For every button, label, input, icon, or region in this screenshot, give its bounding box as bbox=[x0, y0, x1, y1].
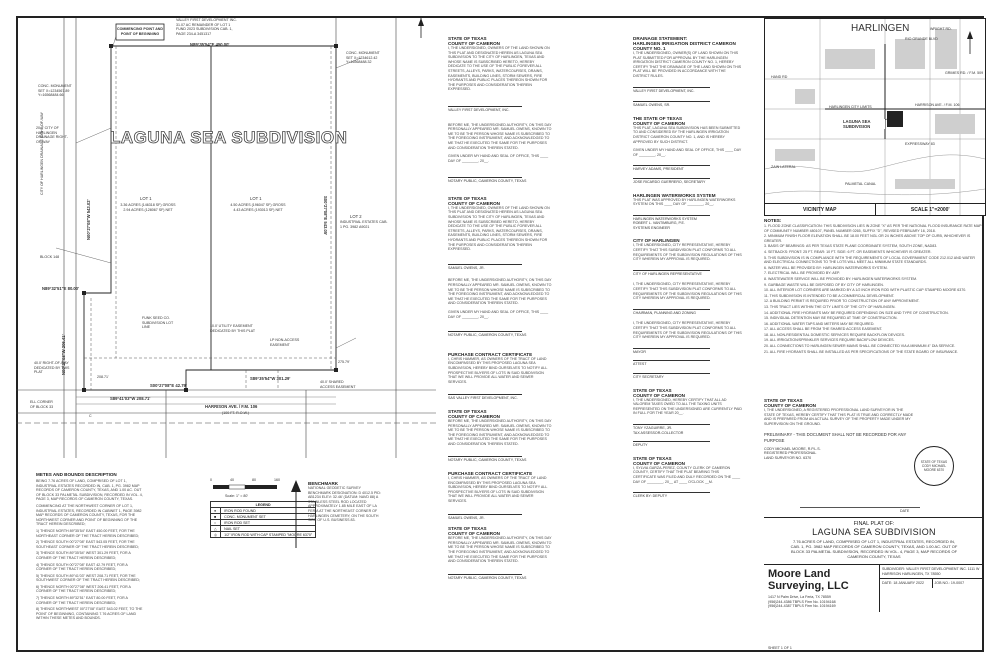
notary-body: BEFORE ME, THE UNDERSIGNED AUTHORITY, ON THIS DAY PERSONALLY APPEARED MR. SAMUEL OWENS, KNOWN TO ME TO BE THE PERSON WHOSE NAME IS SUBSCRIBED TO THE FOREGOING INSTRUMENT, AND ACKNOWLEDGED TO ME THAT HE EXECUTED THE SAME FOR THE PURPOSES AND CONSIDERATION THEREIN STATED. bbox=[448, 122, 552, 150]
bearing-west: N00°27'08"W 543.02' bbox=[86, 199, 91, 240]
access-easement-label: 40.0' SHARED ACCESS EASEMENT bbox=[320, 380, 356, 389]
city-drainage-label: CITY OF HARLINGEN DRAINAGE RIGHT-OF-WAY bbox=[40, 112, 44, 195]
note-item: 18. ALL NON-RESIDENTIAL DOMESTIC SERVICES REQUIRE BACKFLOW DEVICES. bbox=[764, 332, 906, 337]
monument-ne bbox=[334, 44, 338, 48]
job-info bbox=[879, 565, 984, 612]
scale-tick: 40 bbox=[230, 478, 234, 482]
surveyor-seal-icon bbox=[914, 446, 954, 486]
metes-bounds-section bbox=[36, 472, 144, 647]
commencement-label: COMMENCING POINT AND POINT OF BEGINNING bbox=[117, 27, 163, 36]
note-item: 15. INDIVIDUAL DETENTION MAY BE REQUIRED AT TIME OF CONSTRUCTION. bbox=[764, 316, 898, 321]
bearing-south-inner: S00°27'08"E 42.79' bbox=[150, 383, 187, 388]
surveyor-name: CODY MICHAEL MOORE, R.P.L.S. REGISTERED PROFESSIONAL LAND SURVEYOR NO. 6370 bbox=[764, 446, 821, 460]
vicinity-street: HARRISON AVE. / F.M. 106 bbox=[915, 103, 960, 107]
plat-drawing bbox=[16, 18, 436, 468]
monument-label-nw: CONC. MONUMENT SET X=1234567.89 Y=16568484.66 bbox=[38, 84, 72, 98]
street-name: HARRISON AVE. / F.M. 106 bbox=[205, 404, 258, 409]
vicinity-street: WRIGHT RD. bbox=[930, 27, 952, 31]
bearing-north: N89°35'54"E 450.00' bbox=[190, 42, 230, 47]
firm-name-1: Moore Land bbox=[768, 568, 831, 580]
top-owner-label: VALLEY FIRST DEVELOPMENT INC. 31.07 AC REMAINDER OF LOT 1 FUND 2023 SUBDIVISION CAB. 1, PAGE 234-A 3451317 bbox=[176, 18, 237, 36]
notes-title: NOTES: bbox=[764, 218, 782, 223]
monument-label-ne: CONC. MONUMENT SET X=1234612.42 Y=16568488.32 bbox=[346, 51, 380, 65]
monument-icon: ■ bbox=[211, 514, 221, 520]
irrigation-title: THE STATE OF TEXAS COUNTY OF CAMERON bbox=[633, 115, 685, 126]
vicinity-street: EXPRESSWAY 83 bbox=[905, 142, 935, 146]
lp-easement-label: LP NON-ACCESS EASEMENT bbox=[270, 338, 300, 347]
title-block bbox=[764, 517, 984, 653]
city-body: I, THE UNDERSIGNED, CITY REPRESENTATIVE, HEREBY CERTIFY THAT THIS SUBDIVISION PLAT CONFORMS TO ALL REQUIREMENTS OF THE SUBDIVISION REGULATIONS OF THIS CITY WHEREIN MY APPROVAL IS REQUIRED. bbox=[633, 243, 742, 262]
note-item: 13. THIS TRACT LIES WITHIN THE CITY LIMITS OF THE CITY OF HARLINGEN. bbox=[764, 304, 896, 309]
city-title: CITY OF HARLINGEN bbox=[633, 238, 680, 244]
note-item: 2. MINIMUM FINISH FLOOR ELEVATION SHALL BE 18.00 FEET NGL OR 24 INCHES ABOVE TOP OF CURB, WHICHEVER IS GREATER. bbox=[764, 234, 971, 243]
purchase-cert2-title: PURCHASE CONTRACT CERTIFICATE bbox=[448, 471, 533, 477]
notes-list bbox=[764, 224, 982, 354]
note-item: 9. GARBAGE WASTE WILL BE DISPOSED OF BY CITY OF HARLINGEN. bbox=[764, 282, 884, 287]
purchase-cert-body: I, CHRIS HAMMER, AS OWNERS OF THE TRACT OF LAND ENCOMPASSED BY THIS PROPOSED LAGUNA SEA SUBDIVISION, HEREBY BIND OURSELVES TO NOTIFY ALL PROSPECTIVE BUYERS OF LOTS IN SAID SUBDIVISION THAT WE WILL PROVIDE ALL WATER AND SEWER SERVICES. bbox=[448, 356, 548, 384]
vicinity-city-name: HARLINGEN bbox=[851, 23, 910, 34]
city-representative: CITY OF HARLINGEN REPRESENTATIVE bbox=[633, 271, 702, 276]
bearing-east: S00°27'08"E 543.05' bbox=[323, 196, 328, 236]
clerk-body: I, SYLVIA GARZA-PEREZ, COUNTY CLERK OF CAMERON COUNTY, CERTIFY THAT THE PLAT BEARING THIS CERTIFICATE WAS FILED AND DULY RECORDED ON THE ____ DAY OF ________, 20__ AT ____ O'CLOCK __M. bbox=[633, 465, 741, 484]
metes-bounds-paragraph: COMMENCING AT THE NORTHWEST CORNER OF LOT 1, INDUSTRIAL ESTATES, RECORDED IN CABINET 1, PAGE 3982 MAP RECORDS OF CAMERON COUNTY, TEXAS, FOR THE NORTHWEST CORNER AND POINT OF BEGINNING OF THE TRACT HEREIN DESCRIBED; bbox=[36, 503, 142, 527]
surveyor-body: I, THE UNDERSIGNED, A REGISTERED PROFESSIONAL LAND SURVEYOR IN THE STATE OF TEXAS, HEREBY CERTIFY THAT THIS PLAT IS TRUE AND CORRECTLY MADE AND IS PREPARED FROM AN ACTUAL SURVEY OF THE PROPERTY MADE UNDER MY SUPERVISION ON THE GROUND. bbox=[764, 408, 914, 426]
note-item: 12. A BUILDING PERMIT IS REQUIRED PRIOR TO CONSTRUCTION OF ANY IMPROVEMENT. bbox=[764, 299, 920, 304]
purchase-notary-sig: NOTARY PUBLIC, CAMERON COUNTY, TEXAS bbox=[448, 458, 527, 463]
vicinity-street: ZAIN LATERAL bbox=[771, 165, 796, 169]
capped-rod-icon: ◎ bbox=[211, 532, 221, 538]
waterworks-title: HARLINGEN WATERWORKS SYSTEM bbox=[633, 192, 716, 198]
owner-cert-body: I, THE UNDERSIGNED, OWNERS OF THE LAND SHOWN ON THIS PLAT AND DESIGNATED HEREIN AS LAGUNA SEA SUBDIVISION TO THE CITY OF HARLINGEN, TEXAS AND WHOSE NAME IS SUBSCRIBED HERETO, HEREBY DEDICATE TO THE USE OF THE PUBLIC FOREVER ALL STREETS, ALLEYS, PARKS, WATERCOURSES, DRAINS, EASEMENTS, BUILDING LINES, STORM SEWERS, FIRE HYDRANTS AND PUBLIC PLACES THEREON SHOWN FOR THE PURPOSES AND CONSIDERATION THEREIN EXPRESSED. bbox=[448, 46, 550, 92]
note-item: 4. SETBACKS: FRONT: 25 FT. REAR: 10 FT. SIDE: 6 FT. OR EASEMENTS WHICHEVER IS GREATER. bbox=[764, 249, 932, 254]
metes-bounds-paragraph: 6) THENCE NORTH 00°27'08" WEST 206.41 FEET, FOR A CORNER OF THE TRACT HEREIN DESCRIBED; bbox=[36, 584, 131, 594]
note-item: 16. ADDITIONAL WATER TAPS AND METERS MAY BE REQUIRED. bbox=[764, 321, 875, 326]
lot1-area: 3.36 ACRES (146318 SF) GROSS 2.94 ACRES (128067 SF) NET bbox=[120, 203, 176, 212]
metes-bounds-paragraph: 8) THENCE NORTHWEST 00°27'08" EAST 543.02 FEET, TO THE POINT OF BEGINNING, CONTAINING 7.76 ACRES OF LAND WITHIN THESE METES AND BOUNDS. bbox=[36, 607, 143, 621]
owner-company: VALLEY FIRST DEVELOPMENT, INC. bbox=[448, 107, 510, 112]
approvals-column bbox=[633, 36, 743, 616]
note-item: 7. ELECTRICAL WILL BE PROVIDED BY: AEP. bbox=[764, 271, 840, 276]
clerk-signature: CLERK BY: DEPUTY bbox=[633, 494, 668, 499]
vicinity-scale: SCALE 1"=2000' bbox=[875, 204, 986, 216]
purchase-notary: BEFORE ME, THE UNDERSIGNED AUTHORITY, ON THIS DAY PERSONALLY APPEARED MR. SAMUEL OWENS, KNOWN TO ME TO BE THE PERSON WHOSE NAME IS SUBSCRIBED TO THE FOREGOING INSTRUMENT, AND ACKNOWLEDGED TO ME THAT HE EXECUTED THE SAME FOR THE PURPOSES AND CONSIDERATION THEREIN STATED. bbox=[448, 418, 552, 446]
plat-name: LAGUNA SEA SUBDIVISION bbox=[812, 527, 936, 537]
waterworks-body: THIS PLAT WAS APPROVED BY HARLINGEN WATERWORKS SYSTEM ON THIS ____ DAY OF ________, 20__. bbox=[633, 197, 736, 207]
plot-date: DATE: 18 JANUARY 2022 bbox=[880, 579, 933, 588]
final-plat-label: FINAL PLAT OF: bbox=[853, 521, 895, 527]
metes-bounds-paragraph: 1) THENCE NORTH 89°35'54" EAST 450.00 FEET, FOR THE NORTHEAST CORNER OF THE TRACT HEREIN DESCRIBED; bbox=[36, 528, 140, 538]
tax-deputy: DEPUTY bbox=[633, 443, 648, 448]
drainage-signer: SAMUEL OWENS, SR. bbox=[633, 103, 671, 108]
drainage-title: DRAINAGE STATEMENT: HARLINGEN IRRIGATION DISTRICT CAMERON COUNTY NO. 1 bbox=[633, 36, 736, 51]
drainage-company: VALLEY FIRST DEVELOPMENT, INC. bbox=[633, 88, 695, 93]
note-item: 11. THIS SUBDIVISION IS INTENDED TO BE A COMMERCIAL DEVELOPMENT. bbox=[764, 293, 895, 298]
vicinity-street: HAND RD bbox=[771, 75, 788, 79]
monument-w bbox=[82, 291, 86, 295]
note-item: 14. ADDITIONAL FIRE HYDRANTS MAY BE REQUIRED DEPENDING ON SIZE AND TYPE OF CONSTRUCTION. bbox=[764, 310, 949, 315]
notes-section bbox=[764, 218, 982, 393]
purchase-cert2-body: I, CHRIS HAMMER, AS OWNERS OF THE TRACT OF LAND ENCOMPASSED BY THIS PROPOSED LAGUNA SEA SUBDIVISION, HEREBY BIND OURSELVES TO NOTIFY ALL PROSPECTIVE BUYERS OF LOTS IN SAID SUBDIVISION THAT WE WILL PROVIDE ALL WATER AND SEWER SERVICES. bbox=[448, 476, 548, 504]
legend-item: IRON ROD SET bbox=[221, 520, 316, 526]
irrigation-body: THIS PLAT, LAGUNA SEA SUBDIVISION HAS BEEN SUBMITTED TO AND CONSIDERED BY THE HARLINGEN IRRIGATION DISTRICT CAMERON COUNTY NO. 1, AND IS HEREBY APPROVED BY SUCH DISTRICT. bbox=[633, 125, 741, 144]
metes-bounds-title: METES AND BOUNDS DESCRIPTION bbox=[36, 472, 117, 477]
metes-bounds-paragraph: 5) THENCE SOUTH 89°41'03" WEST 208.71 FEET, FOR THE SOUTHWEST CORNER OF THE TRACT HEREIN DESCRIBED; bbox=[36, 573, 140, 583]
mayor-label: MAYOR bbox=[633, 349, 646, 354]
row-dedication-label: 40.0' RIGHT-OF-WAY DEDICATED BY THIS PLAT bbox=[34, 361, 70, 375]
bearing-mid: N89°32'51"E 80.00' bbox=[42, 286, 80, 291]
notary2-given: GIVEN UNDER MY HAND AND SEAL OF OFFICE, THIS ____ DAY OF ________, 20__. bbox=[448, 309, 549, 319]
firm-address: 1417 N Palm Drive, La Feria, TX 78559 (956)244-4386 TBPLS Firm No. 10194168 (956)244-4387 TBPLS Firm No. 10194169 bbox=[768, 595, 836, 609]
clerk-title: STATE OF TEXAS COUNTY OF CAMERON bbox=[633, 455, 685, 466]
monument-s bbox=[184, 388, 188, 392]
benchmark-text: NATIONAL GEODETIC SURVEY BENCHMARK DESIGNATION: D 4012.5 PID: AB1234 ELEV: 32.46' (DATUM: NAVD 88) A STAINLESS STEEL ROD LOCATED APPROXIMATELY 1.85 MILE EAST OF LA FERIA AT THE NORTHEAST CORNER OF HARLINGEN CEMETERY, ON THE SOUTH SIDE OF U.S. BUSINESS 83. bbox=[308, 486, 382, 523]
bearing-south-east: S89°35'54"W 301.29' bbox=[250, 376, 291, 381]
surveyor-seal-text: STATE OF TEXAS CODY MICHAEL MOORE 6370 bbox=[920, 460, 948, 472]
site-marker bbox=[887, 111, 903, 127]
subdivision-watermark-label: LAGUNA SEA SUBDIVISION bbox=[110, 128, 348, 147]
legend-item: CONC. MONUMENT SET bbox=[221, 514, 316, 520]
lot1-label: LOT 1 bbox=[140, 196, 152, 201]
purchase-state: STATE OF TEXAS COUNTY OF CAMERON bbox=[448, 408, 500, 419]
vicinity-north-arrow-icon bbox=[967, 31, 973, 54]
note-item: 17. ALL ACCESS SHALL BE FROM THE SHARED ACCESS EASEMENT. bbox=[764, 327, 883, 332]
iron-rod-found-icon: ● bbox=[211, 508, 221, 514]
parcel-north-east-boundary bbox=[111, 46, 336, 318]
dist-south: 208.71' bbox=[97, 375, 109, 379]
irrigation-president: HARVEY ADAMS, PRESIDENT bbox=[633, 167, 684, 172]
note-item: 10. ALL INTERIOR LOT CORNERS ARE MARKED BY A 1/2 INCH IRON ROD WITH PLASTIC CAP STAMPED MOORE 6370. bbox=[764, 288, 967, 293]
firm-name-2: Surveying, LLC bbox=[768, 580, 849, 592]
note-item: 1. FLOOD ZONE CLASSIFICATION: THIS SUBDIVISION LIES IN ZONE "X" AS PER THE NATIONAL FLOOD INSURANCE RATE MAP OF COMMUNITY NUMBER 480107, PANEL NUMBER 0265, SUFFIX "D", REVISED FEBRUARY 16, 2018. bbox=[764, 224, 982, 233]
tax-title: STATE OF TEXAS COUNTY OF CAMERON bbox=[633, 387, 685, 398]
owner2-signer: SAMUEL OWENS, JR. bbox=[448, 265, 485, 270]
vicinity-street: RIO GRANDE BLVD bbox=[905, 37, 938, 41]
surveyor-title: STATE OF TEXAS COUNTY OF CAMERON bbox=[764, 398, 816, 408]
vicinity-city-limits: HARLINGEN CITY LIMITS bbox=[829, 105, 872, 109]
ell-corner-label: ELL CORNER OF BLOCK 33 bbox=[30, 400, 54, 409]
planning-body: I, THE UNDERSIGNED, CITY REPRESENTATIVE, HEREBY CERTIFY THAT THIS SUBDIVISION PLAT CONFORMS TO ALL REQUIREMENTS OF THE SUBDIVISION REGULATIONS OF THIS CITY WHEREIN MY APPROVAL IS REQUIRED. bbox=[633, 282, 742, 301]
metes-bounds-paragraph: 2) THENCE SOUTH 00°27'08" EAST 543.05 FEET, FOR THE SOUTHEAST CORNER OF THE TRACT HEREIN DESCRIBED; bbox=[36, 540, 139, 549]
vicinity-caption-bar bbox=[765, 203, 985, 216]
vicinity-map bbox=[764, 18, 986, 216]
legend-title: LEGEND bbox=[211, 502, 316, 508]
irrigation-given: GIVEN UNDER MY HAND AND SEAL OF OFFICE, THIS ____ DAY OF ________, 20__. bbox=[633, 148, 742, 157]
firm-block bbox=[764, 565, 879, 612]
metes-bounds-paragraph: 4) THENCE SOUTH 00°27'08" EAST 42.79 FEET, FOR A CORNER OF THE TRACT HEREIN DESCRIBED; bbox=[36, 562, 128, 572]
drainage-label: 20.0' CITY OF HARLINGEN DRAINAGE RIGHT-OF-WAY bbox=[36, 126, 68, 144]
notary2-body: BEFORE ME, THE UNDERSIGNED AUTHORITY, ON THIS DAY PERSONALLY APPEARED MR. SAMUEL OWENS, KNOWN TO ME TO BE THE PERSON WHOSE NAME IS SUBSCRIBED TO THE FOREGOING INSTRUMENT, AND ACKNOWLEDGED TO ME THAT HE EXECUTED THE SAME FOR THE PURPOSES AND CONSIDERATION THEREIN STATED. bbox=[448, 278, 552, 306]
scale-tick: 0 bbox=[210, 478, 212, 482]
benchmark-north-arrow-icon bbox=[287, 480, 305, 550]
lot1b-area: 4.50 ACRES (196047 SF) GROSS 4.43 ACRES (193013 SF) NET bbox=[230, 203, 286, 212]
subdivider-info: SUBDIVIDER: VALLEY FIRST DEVELOPMENT INC. 1111 W HARRISON HARLINGEN, TX 78550 bbox=[880, 565, 984, 579]
funk-lot-line-label: FUNK SEED CO. SUBDIVISION LOT LINE bbox=[142, 316, 174, 330]
vicinity-site-label: LAGUNA SEA SUBDIVISION bbox=[843, 119, 885, 129]
notary2-signature: NOTARY PUBLIC, CAMERON COUNTY, TEXAS bbox=[448, 333, 527, 338]
planning-chair: CHAIRMAN, PLANNING AND ZONING bbox=[633, 310, 696, 315]
nail-set-icon: △ bbox=[211, 526, 221, 532]
iron-rod-set-icon: ○ bbox=[211, 520, 221, 526]
scale-tick: 160 bbox=[274, 478, 280, 482]
scale-tick: 80 bbox=[252, 478, 256, 482]
benchmark-title: BENCHMARK bbox=[308, 481, 339, 486]
benchmark-section bbox=[308, 481, 384, 523]
notary-signature: NOTARY PUBLIC, CAMERON COUNTY, TEXAS bbox=[448, 179, 527, 184]
drainage-body: I, THE UNDERSIGNED, OWNER(S) OF LAND SHOWN ON THIS PLAT SUBMITTED FOR APPROVAL BY THE HARLINGEN IRRIGATION DISTRICT CAMERON COUNTY NO. 1, HEREBY CERTIFY THAT THE DRAINAGE OF THE LAND SHOWN ON THIS PLAT WILL BE PROVIDED IN ACCORDANCE WITH THE DISTRICT RULES. bbox=[633, 51, 742, 78]
tax-body: I, THE UNDERSIGNED, HEREBY CERTIFY THAT ALL AD VALOREM TAXES OWED TO ALL THE TAXING UNITS REPRESENTED ON THE UNDERSIGNED ARE CURRENTLY PAID IN FULL FOR THE YEAR 20__. bbox=[633, 397, 742, 416]
vicinity-street: PALMETAL CANAL bbox=[845, 182, 877, 186]
waterworks-engineer: HARLINGEN WATERWORKS SYSTEM ROBERT L. VANTIMBURG, P.E. SYSTEMS ENGINEER bbox=[633, 216, 697, 230]
lot2-label: LOT 2 bbox=[350, 214, 362, 219]
legend-item: NAIL SET bbox=[221, 526, 316, 532]
north-arrow-icon bbox=[418, 18, 424, 38]
note-item: 6. WATER WILL BE PROVIDED BY: HARLINGEN WATERWORKS SYSTEM. bbox=[764, 265, 888, 270]
scale-ticks bbox=[210, 478, 280, 483]
surveyor-preliminary: PRELIMINARY - THIS DOCUMENT SHALL NOT BE RECORDED FOR ANY PURPOSE bbox=[764, 432, 907, 443]
plat-description: 7.76 ACRES OF LAND, COMPRISED OF LOT 1, INDUSTRIAL ESTATES, RECORDED IN, CAB. 1, PG. 3982 MAP RECORDS OF CAMERON COUNTY, TEXAS, AND 1.00 AC. OUT OF BLOCK 33 PALMETAL SUBDIVISION, RECORDED IN VOL. 4, PAGE 3, MAP RECORDS OF CAMERON COUNTY, TEXAS bbox=[790, 539, 958, 559]
owner2-title: STATE OF TEXAS COUNTY OF CAMERON bbox=[448, 195, 500, 206]
vicinity-street: GRIMES RD. / F.M. 509 bbox=[945, 71, 984, 75]
lot1b-label: LOT 1 bbox=[250, 196, 262, 201]
purchase2-notary-sig: NOTARY PUBLIC, CAMERON COUNTY, TEXAS bbox=[448, 575, 527, 580]
metes-bounds-paragraph: 3) THENCE SOUTH 89°35'54" WEST 301.29 FEET, FOR A CORNER OF THE TRACT HEREIN DESCRIBED; bbox=[36, 551, 131, 560]
monument-se bbox=[334, 368, 338, 372]
metes-bounds-paragraph: 7) THENCE NORTH 89°32'51" EAST 80.00 FEET, FOR A CORNER OF THE TRACT HEREIN DESCRIBED; bbox=[36, 596, 128, 605]
scale-bar bbox=[213, 483, 279, 491]
vicinity-caption: VICINITY MAP bbox=[802, 207, 837, 213]
city-secretary: CITY SECRETARY bbox=[633, 374, 664, 379]
note-item: 5. THIS SUBDIVISION IS IN COMPLIANCE WITH THE REQUIREMENTS OF LOCAL GOVERNMENT CODE 212.012 AND WATER AND ELECTRICAL CONNECTIONS TO THE LOTS WILL MEET ALL MINIMUM STATE STANDARDS. bbox=[764, 255, 975, 265]
purchase2-state: STATE OF TEXAS COUNTY OF CAMERON bbox=[448, 526, 500, 537]
scale-label: Scale: 1" = 80' bbox=[225, 494, 249, 498]
job-number: JOB NO.: 19-0007 bbox=[934, 581, 965, 586]
block-label: BLOCK 148 bbox=[40, 255, 60, 259]
mayor-body: I, THE UNDERSIGNED, CITY REPRESENTATIVE, HEREBY CERTIFY THAT THIS SUBDIVISION PLAT CONFORMS TO ALL REQUIREMENTS OF THE SUBDIVISION REGULATIONS OF THIS CITY WHEREIN MY APPROVAL IS REQUIRED. bbox=[633, 321, 742, 340]
purchase-signer2: SAMUEL OWENS, JR. bbox=[448, 515, 485, 520]
attest-label: ATTEST bbox=[633, 362, 647, 367]
legend-item: 1/2" IRON ROD WITH CAP STAMPED "MOORE 6370" bbox=[221, 532, 316, 538]
legend-item: IRON ROD FOUND bbox=[221, 508, 316, 514]
note-item: 21. ALL FIRE HYDRANTS SHALL BE INSTALLED AS PER SPECIFICATIONS OF THE STATE BOARD OF INSURANCE. bbox=[764, 349, 959, 354]
bearing-lower-west: N00°27'08"W 206.41' bbox=[61, 334, 66, 375]
purchase2-notary: BEFORE ME, THE UNDERSIGNED AUTHORITY, ON THIS DAY PERSONALLY APPEARED MR. SAMUEL OWENS, KNOWN TO ME TO BE THE PERSON WHOSE NAME IS SUBSCRIBED TO THE FOREGOING INSTRUMENT, AND ACKNOWLEDGED TO ME THAT HE EXECUTED THE SAME FOR THE PURPOSES AND CONSIDERATION THEREIN STATED. bbox=[448, 536, 552, 564]
note-item: 20. ALL CONNECTIONS TO HARLINGEN SEWER MAINS SHALL BE CONNECTED VIA A MINIMUM 4" DIA SERVICE. bbox=[764, 344, 956, 349]
dist-east: 275.79' bbox=[338, 360, 350, 364]
surveyor-section bbox=[764, 398, 914, 503]
owner-certificate-column bbox=[448, 36, 553, 646]
utility-easement-label: 10.0' UTILITY EASEMENT DEDICATED BY THIS PLAT bbox=[210, 324, 256, 333]
street-row: (100 FT. R.O.W.) bbox=[222, 411, 249, 415]
note-item: 3. BASIS OF BEARINGS: AS PER TEXAS STATE PLANE COORDINATE SYSTEM, SOUTH ZONE, NAD83. bbox=[764, 244, 938, 249]
surveyor-date-label: DATE bbox=[900, 509, 910, 513]
sheet-number: SHEET 1 OF 1 bbox=[768, 646, 792, 651]
monument-nw bbox=[109, 44, 113, 48]
metes-bounds-paragraphs bbox=[36, 479, 144, 621]
centerline-mark: C bbox=[89, 414, 92, 418]
metes-bounds-paragraph: BEING 7.76 ACRES OF LAND, COMPRISED OF LOT 1, INDUSTRIAL ESTATES RECORDED IN, CAB. 1, PG. 3982 MAP RECORDS OF CAMERON COUNTY, TEXAS, AND 1.00 AC. OUT OF BLOCK 33 PALMETAL SUBDIVISION, RECORDED IN VOL. 4, PAGE 3, MAP RECORDS OF CAMERON COUNTY, TEXAS. bbox=[36, 479, 143, 502]
notary-given: GIVEN UNDER MY HAND AND SEAL OF OFFICE, THIS ____ DAY OF ________, 20__. bbox=[448, 154, 549, 163]
note-item: 8. WASTEWATER SERVICE WILL BE PROVIDED BY: HARLINGEN WATERWORKS SYSTEM. bbox=[764, 276, 918, 281]
lot2-sub: INDUSTRIAL ESTATES CAB. 1 PG. 3982 A9021 bbox=[340, 220, 388, 229]
purchase-company: SAS VALLEY FIRST DEVELOPMENT, INC. bbox=[448, 396, 518, 401]
purchase-cert-title: PURCHASE CONTRACT CERTIFICATE bbox=[448, 351, 533, 357]
note-item: 19. ALL IRRIGATION/SPRINKLER SERVICES REQUIRE BACKFLOW DEVICES. bbox=[764, 338, 895, 343]
owner2-body: I, THE UNDERSIGNED, OWNERS OF THE LAND SHOWN ON THIS PLAT AND DESIGNATED HEREIN AS LAGUNA SEA SUBDIVISION TO THE CITY OF HARLINGEN, TEXAS AND WHOSE NAME IS SUBSCRIBED HERETO, HEREBY DEDICATE TO THE USE OF THE PUBLIC FOREVER ALL STREETS, ALLEYS, PARKS, WATERCOURSES, DRAINS, EASEMENTS, BUILDING LINES, STORM SEWERS, FIRE HYDRANTS AND PUBLIC PLACES THEREON SHOWN FOR THE PURPOSES AND CONSIDERATION THEREIN EXPRESSED. bbox=[448, 205, 550, 252]
bearing-south: S89°41'03"W 208.71' bbox=[110, 396, 151, 401]
irrigation-secretary: JOSE RICARDO GUERRERO, SECRETARY bbox=[633, 179, 706, 184]
owner-cert-title: STATE OF TEXAS COUNTY OF CAMERON bbox=[448, 36, 500, 46]
monument-sw bbox=[82, 388, 86, 392]
tax-assessor: TONY YZAGUIRRE, JR. TAX ASSESSOR-COLLECTOR bbox=[633, 425, 684, 435]
